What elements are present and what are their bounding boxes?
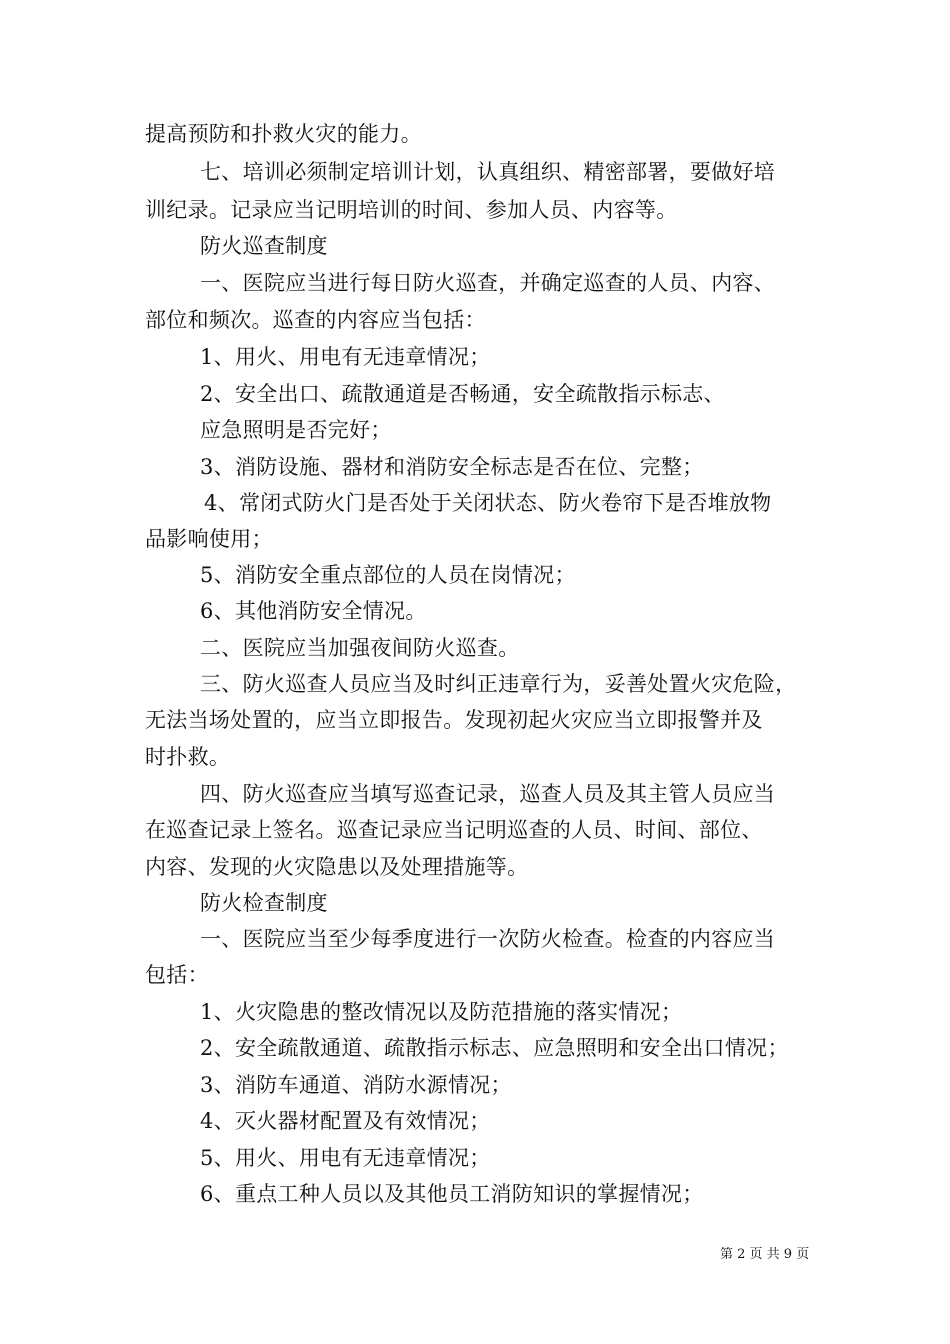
list-item: 1、火灾隐患的整改情况以及防范措施的落实情况； bbox=[200, 1000, 683, 1024]
paragraph-line: 七、培训必须制定培训计划，认真组织、精密部署，要做好培 bbox=[200, 160, 776, 184]
section-heading: 防火巡查制度 bbox=[200, 234, 328, 258]
list-item: 5、用火、用电有无违章情况； bbox=[200, 1146, 491, 1170]
list-item: 5、消防安全重点部位的人员在岗情况； bbox=[200, 563, 576, 587]
list-item: 6、其他消防安全情况。 bbox=[200, 599, 427, 623]
paragraph-line: 包括： bbox=[145, 963, 209, 987]
paragraph-line: 训纪录。记录应当记明培训的时间、参加人员、内容等。 bbox=[145, 198, 678, 222]
paragraph-line: 无法当场处置的，应当立即报告。发现初起火灾应当立即报警并及 bbox=[145, 708, 763, 732]
paragraph-line: 提高预防和扑救火灾的能力。 bbox=[145, 122, 422, 146]
paragraph-line: 四、防火巡查应当填写巡查记录，巡查人员及其主管人员应当 bbox=[200, 782, 776, 806]
list-item: 3、消防车通道、消防水源情况； bbox=[200, 1073, 512, 1097]
paragraph-line: 时扑救。 bbox=[145, 745, 231, 769]
list-item: 4、常闭式防火门是否处于关闭状态、防火卷帘下是否堆放物 bbox=[204, 491, 772, 515]
list-item: 3、消防设施、器材和消防安全标志是否在位、完整； bbox=[200, 455, 704, 479]
paragraph-line: 一、医院应当至少每季度进行一次防火检查。检查的内容应当 bbox=[200, 927, 776, 951]
list-item: 1、用火、用电有无违章情况； bbox=[200, 345, 491, 369]
list-item: 4、灭火器材配置及有效情况； bbox=[200, 1109, 491, 1133]
paragraph-line: 二、医院应当加强夜间防火巡查。 bbox=[200, 636, 520, 660]
section-heading: 防火检查制度 bbox=[200, 891, 328, 915]
paragraph-line: 内容、发现的火灾隐患以及处理措施等。 bbox=[145, 855, 529, 879]
list-item: 应急照明是否完好； bbox=[200, 418, 392, 442]
list-item: 2、安全疏散通道、疏散指示标志、应急照明和安全出口情况； bbox=[200, 1036, 789, 1060]
paragraph-line: 三、防火巡查人员应当及时纠正违章行为，妥善处置火灾危险， bbox=[200, 672, 797, 696]
list-item: 6、重点工种人员以及其他员工消防知识的掌握情况； bbox=[200, 1182, 704, 1206]
paragraph-line: 一、医院应当进行每日防火巡查，并确定巡查的人员、内容、 bbox=[200, 271, 776, 295]
paragraph-line: 在巡查记录上签名。巡查记录应当记明巡查的人员、时间、部位、 bbox=[145, 818, 763, 842]
paragraph-line: 品影响使用； bbox=[145, 527, 273, 551]
list-item: 2、安全出口、疏散通道是否畅通，安全疏散指示标志、 bbox=[200, 382, 725, 406]
paragraph-line: 部位和频次。巡查的内容应当包括： bbox=[145, 308, 486, 332]
page-number-footer: 第 2 页 共 9 页 bbox=[720, 1247, 810, 1262]
